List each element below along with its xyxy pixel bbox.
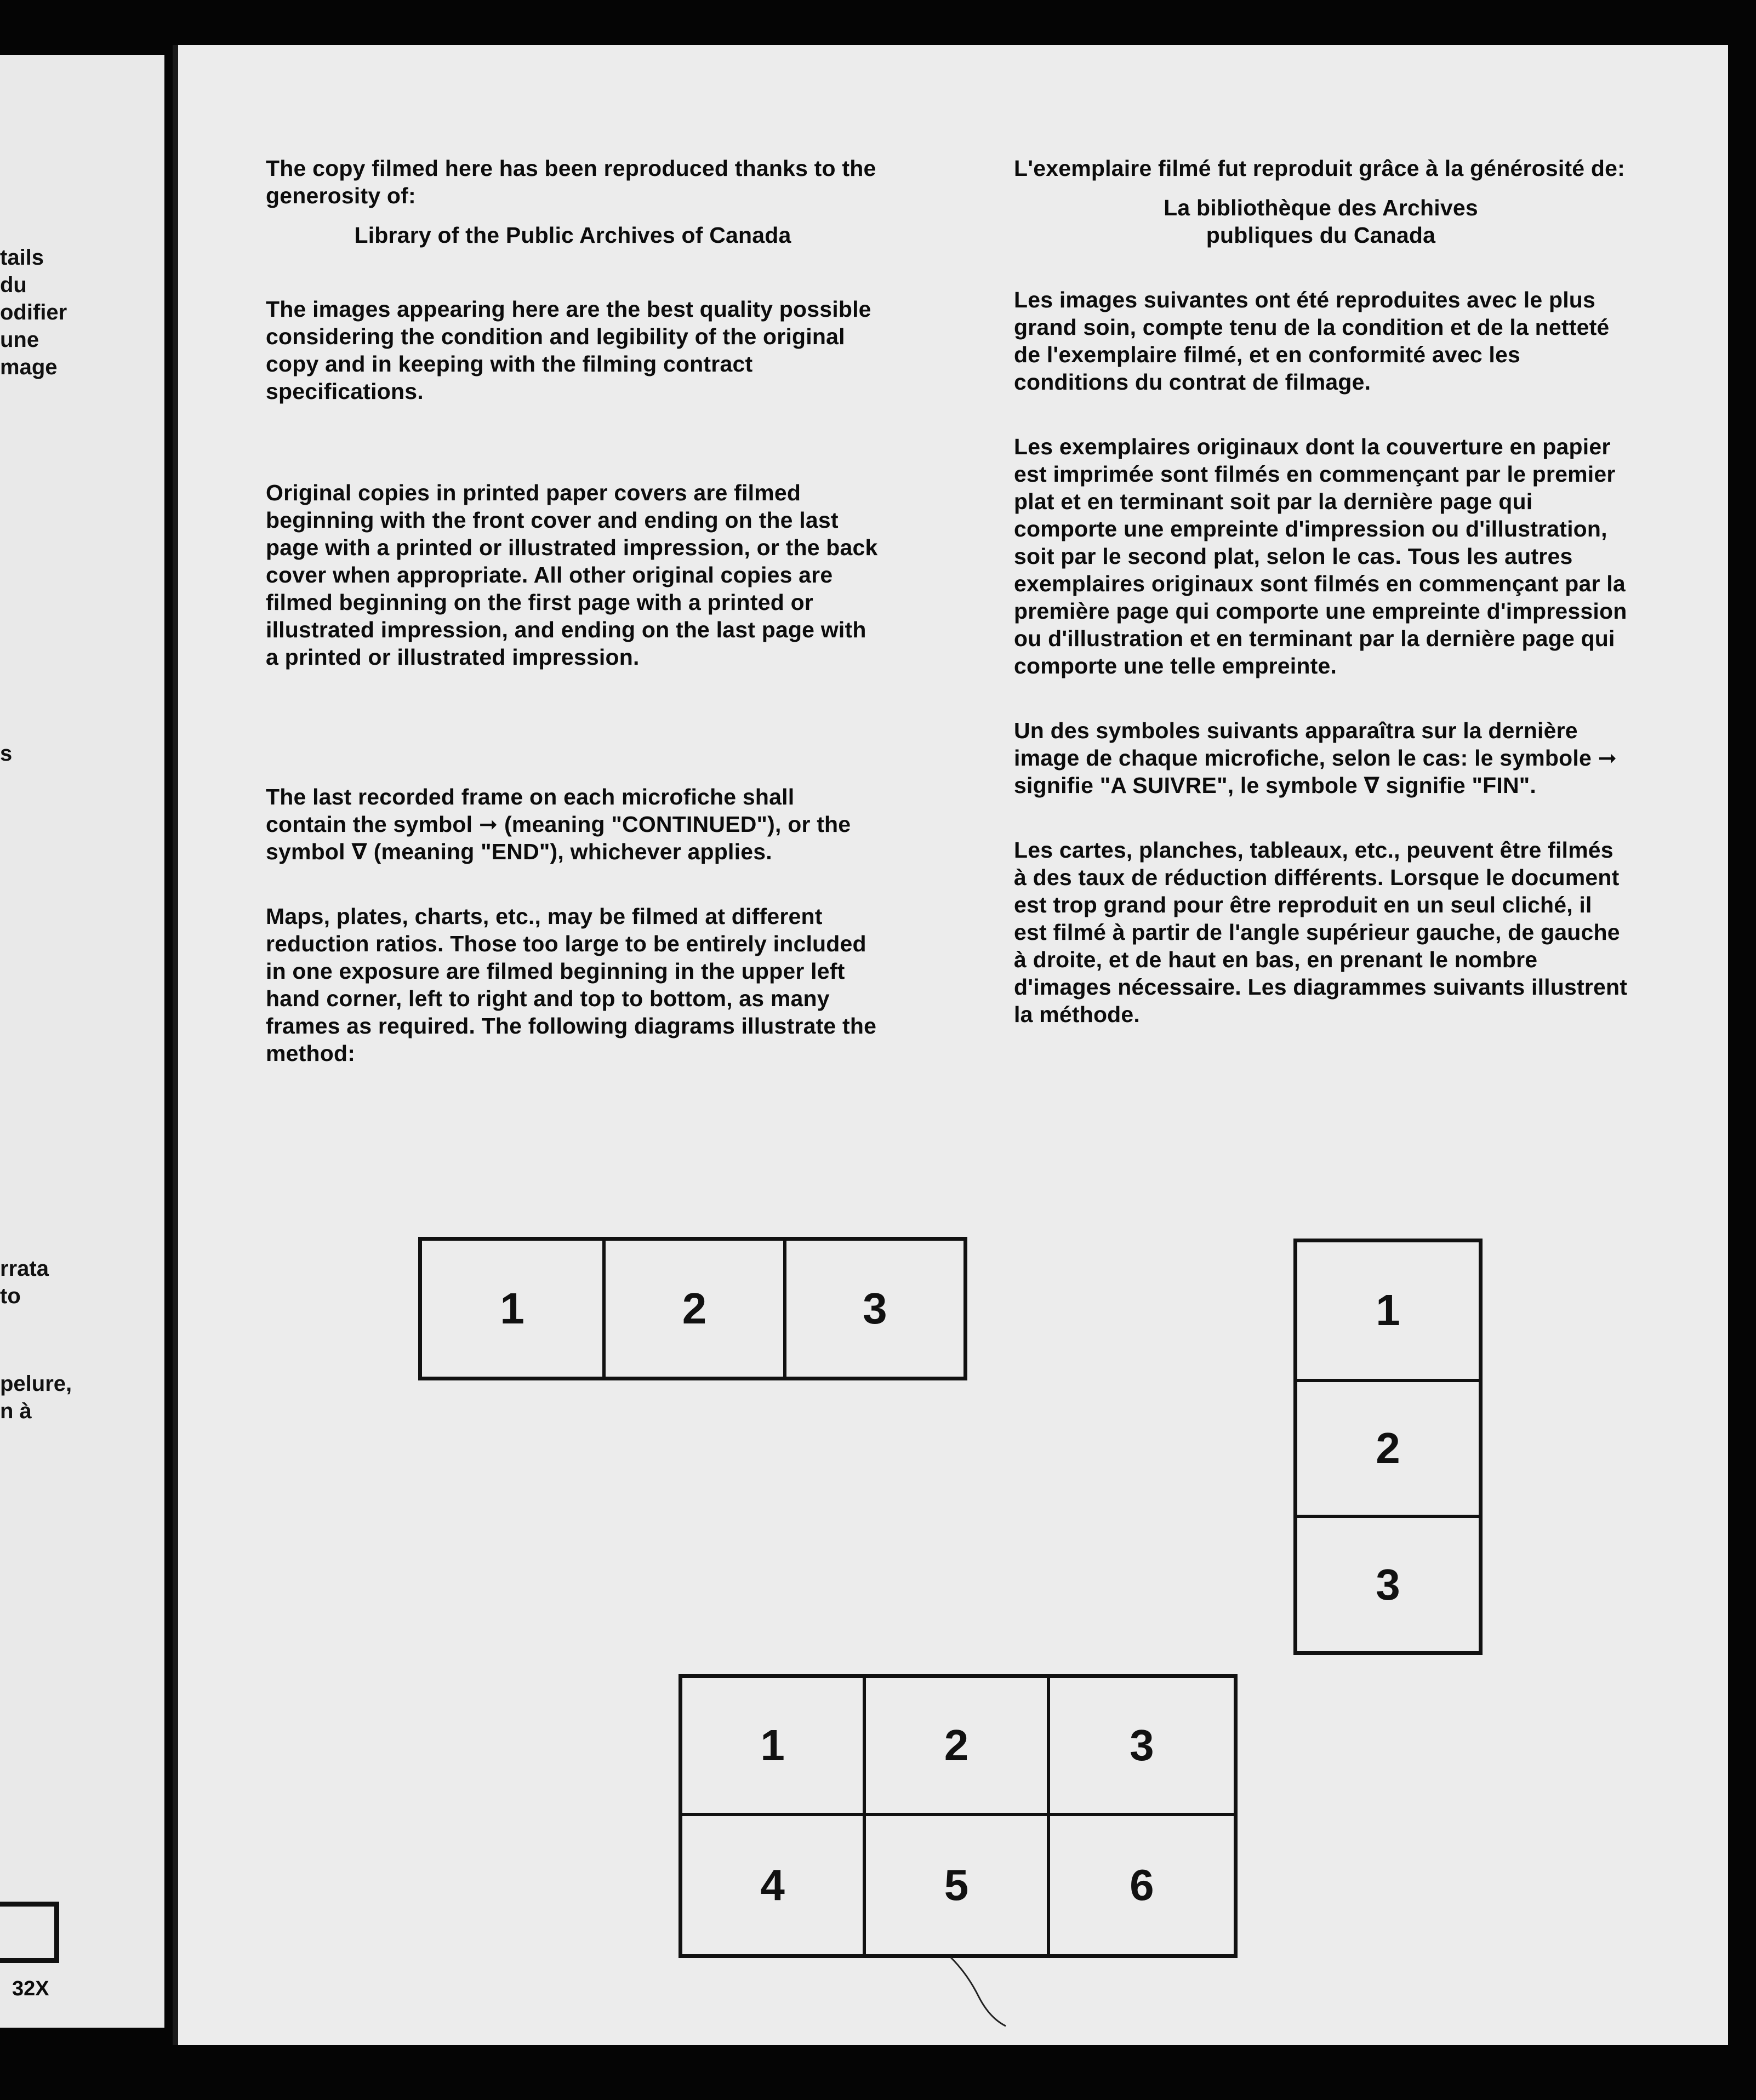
english-quality-paragraph: The images appearing here are the best quality possible considering the condition and legibility of the original copy and in keeping with the filming contract specifications. <box>266 296 871 404</box>
diagram-column-three <box>1293 1239 1483 1655</box>
left-fragment: mage <box>0 355 58 379</box>
left-fragment: du <box>0 273 27 297</box>
main-page <box>173 45 1728 2045</box>
film-scratch <box>945 1952 1011 2029</box>
left-fragment: une <box>0 328 39 352</box>
left-adjacent-page <box>0 55 164 2028</box>
english-intro: The copy filmed here has been reproduced thanks to the generosity of: <box>266 156 876 208</box>
frame-cell: 4 <box>682 1816 866 1954</box>
french-covers-paragraph: Les exemplaires originaux dont la couverture en papier est imprimée sont filmés en commençant par le premier plat et en terminant soit par la dernière page qui comporte une empreinte d'impression ou d'illustration, soit par le second plat, selon le cas. Tous les autres exemplaires originaux sont filmés en commençant par la première page qui comporte une empreinte d'impression ou d'illustration et en terminant par la dernière page qui comporte une telle empreinte. <box>1014 434 1627 678</box>
french-column <box>1014 155 1628 1028</box>
left-fragment: odifier <box>0 300 67 324</box>
french-maps-paragraph: Les cartes, planches, tableaux, etc., peuvent être filmés à des taux de réduction différents. Lorsque le document est trop grand pour être reproduit en un seul cliché, il est filmé à partir de l'angle supérieur gauche, de gauche à droite, et de haut en bas, en prenant le nombre d'images nécessaire. Les diagrammes suivants illustrent la méthode. <box>1014 837 1628 1027</box>
left-fragment: tails <box>0 246 44 270</box>
frame-cell: 2 <box>1297 1379 1479 1515</box>
frame-cell: 6 <box>1130 1861 1154 1909</box>
frame-cell: 3 <box>1050 1678 1234 1816</box>
left-fragment: pelure, <box>0 1372 72 1396</box>
english-column <box>266 155 880 1067</box>
english-symbol-paragraph: The last recorded frame on each microfiche shall contain the symbol ➞ (meaning "CONTINUED"), or the symbol ∇ (meaning "END"), whichever applies. <box>266 784 851 864</box>
left-fragment: rrata <box>0 1257 49 1281</box>
english-maps-paragraph: Maps, plates, charts, etc., may be filmed at different reduction ratios. Those too large to be entirely included in one exposure are filmed beginning in the upper left hand corner, left to right and top to bottom, as many frames as required. The following diagrams illustrate the method: <box>266 904 877 1066</box>
left-fragment: s <box>0 741 13 766</box>
diagram-grid-six <box>679 1674 1238 1958</box>
left-fragment: n à <box>0 1399 32 1423</box>
resolution-target-box <box>0 1902 59 1963</box>
french-quality-paragraph: Les images suivantes ont été reproduites avec le plus grand soin, compte tenu de la condition et de la netteté de l'exemplaire filmé, et en conformité avec les conditions du contrat de filmage. <box>1014 287 1610 395</box>
frame-cell: 5 <box>866 1816 1050 1954</box>
english-library-name: Library of the Public Archives of Canada <box>354 222 791 248</box>
scale-label: 32X <box>12 1977 49 2000</box>
french-symbol-paragraph: Un des symboles suivants apparaîtra sur la dernière image de chaque microfiche, selon le cas: le symbole ➞ signifie "A SUIVRE", le symbole ∇ signifie "FIN". <box>1014 718 1617 798</box>
french-intro: L'exemplaire filmé fut reproduit grâce à la générosité de: <box>1014 156 1625 181</box>
diagram-row-three <box>418 1237 967 1380</box>
frame-cell: 1 <box>1376 1286 1400 1335</box>
french-library-name: La bibliothèque des Archives publiques du Canada <box>1164 195 1478 248</box>
frame-cell: 2 <box>602 1241 783 1377</box>
frame-cell: 1 <box>500 1284 524 1333</box>
english-covers-paragraph: Original copies in printed paper covers are filmed beginning with the front cover and ending on the last page with a printed or illustrated impression, or the back cover when appropriate. All other original copies are filmed beginning on the first page with a printed or illustrated impression, and ending on the last page with a printed or illustrated impression. <box>266 480 878 670</box>
frame-cell: 2 <box>866 1678 1050 1816</box>
frame-cell: 3 <box>783 1241 963 1377</box>
left-fragment: to <box>0 1284 21 1308</box>
frame-cell: 3 <box>1297 1515 1479 1651</box>
frame-cell: 1 <box>682 1678 866 1816</box>
